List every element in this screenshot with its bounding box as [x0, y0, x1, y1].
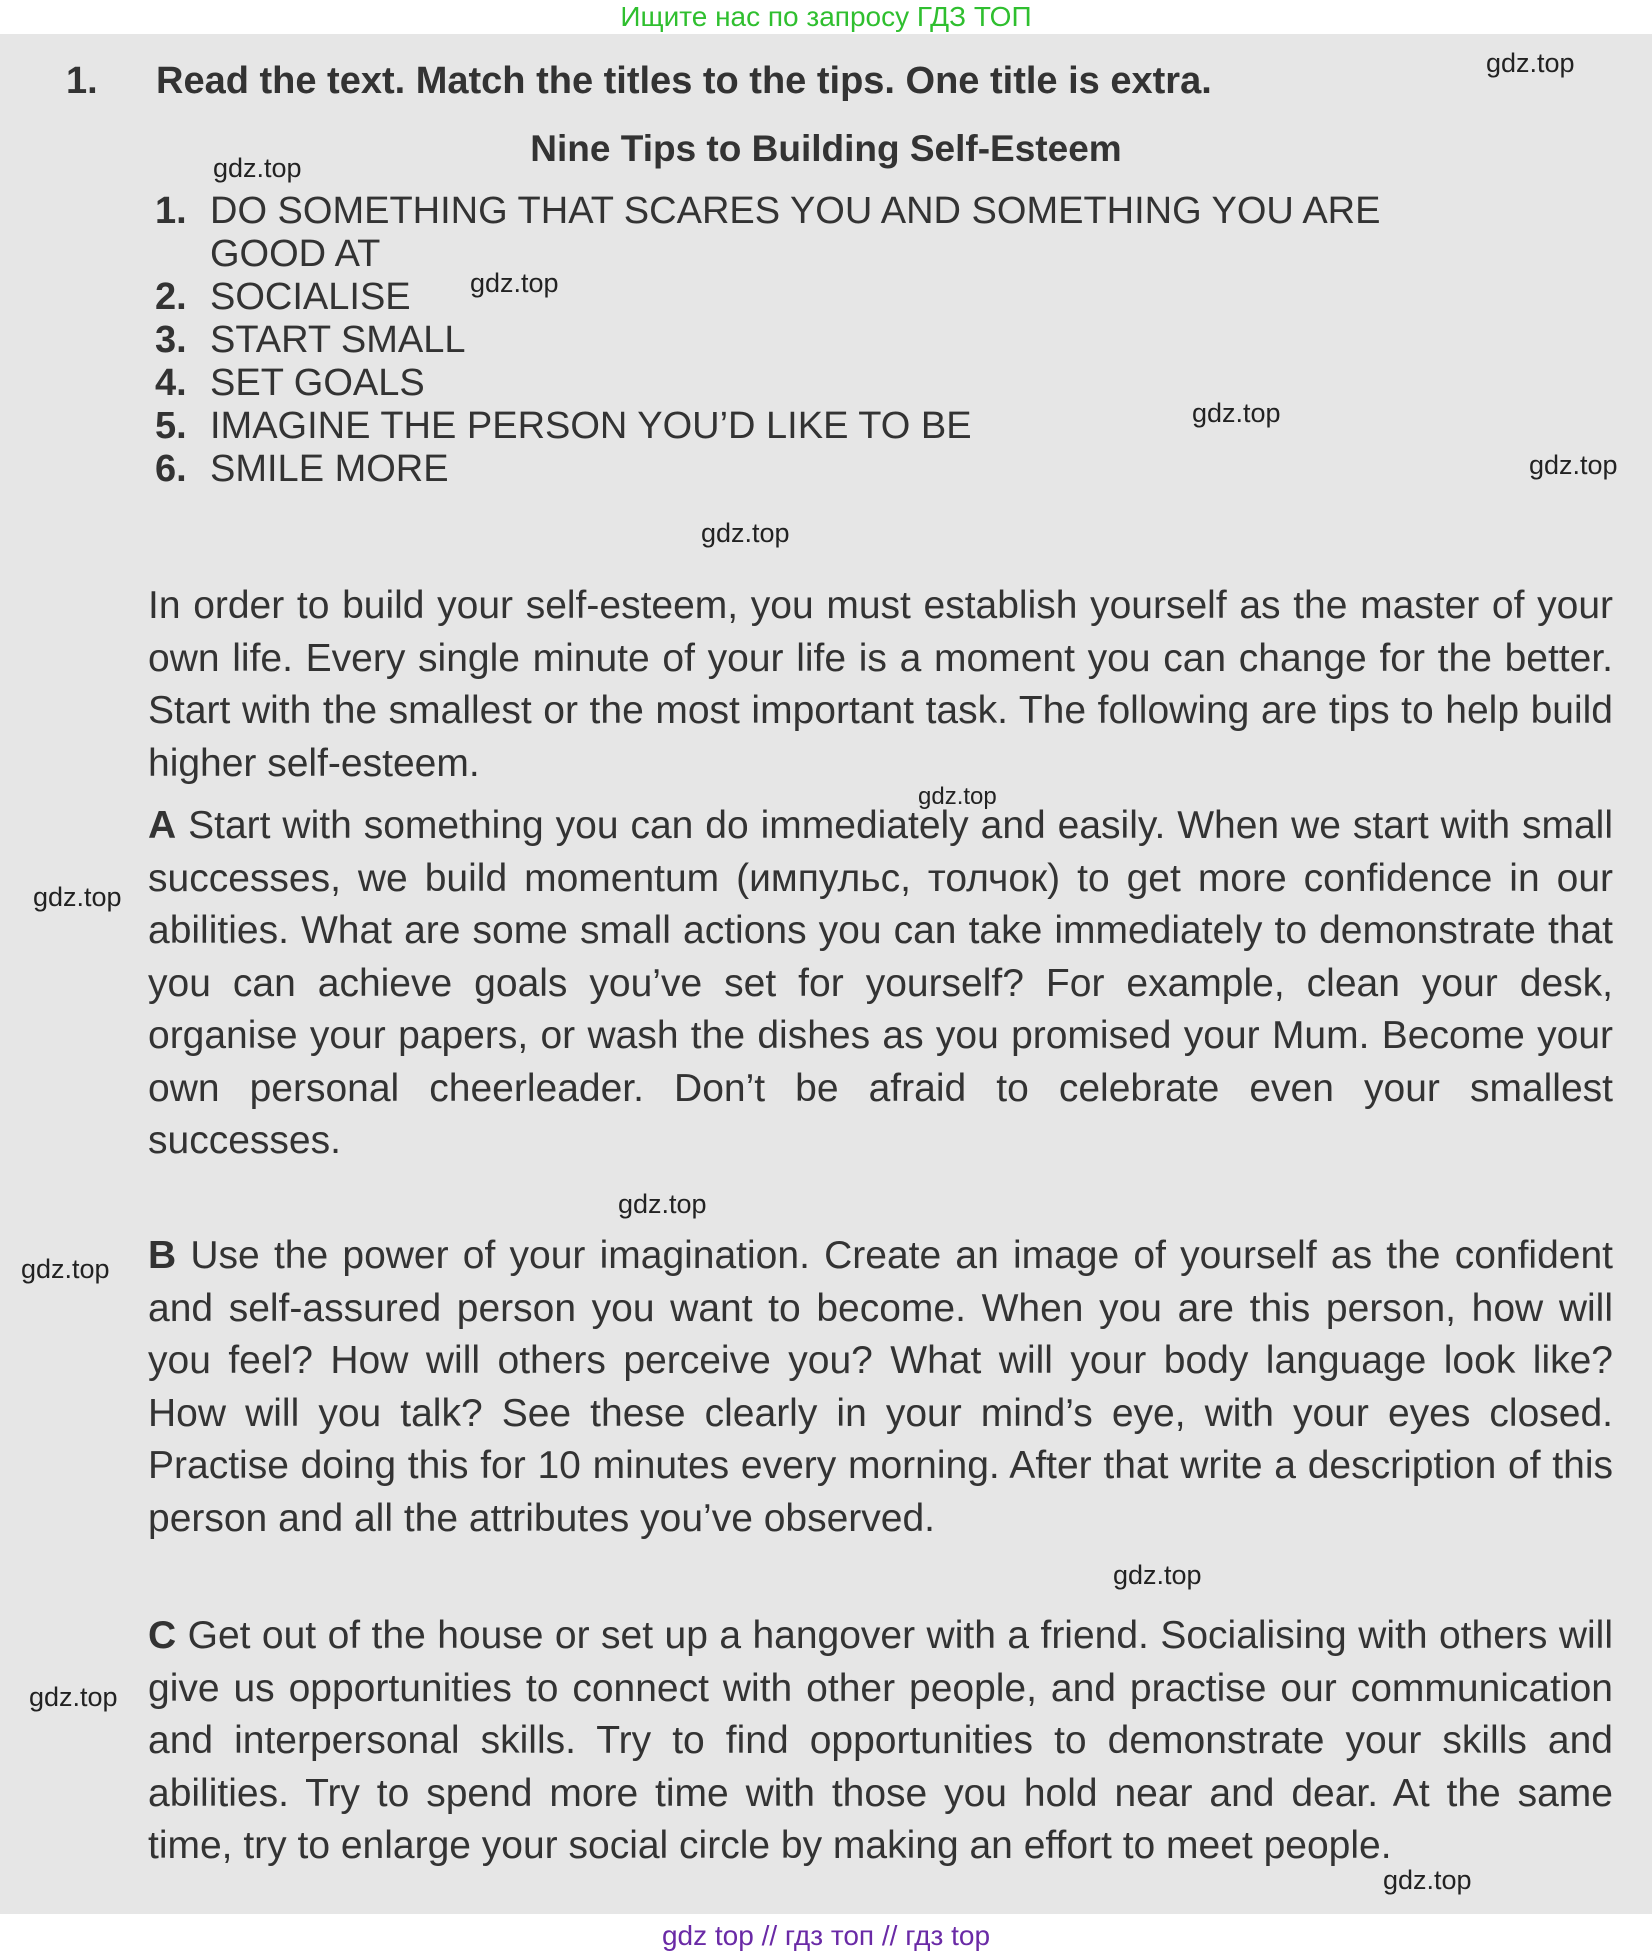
paragraph-text: Start with something you can do immediately and easily. When we start with small successes, we build momentum (импульс, толчок) to get more confidence in our abilities. What are some small actions you can take immediately to demonstrate that you can achieve goals you’ve set for yourself? For example, clean your desk, organise your papers, or wash the dishes as you promised your Mum. Become your own personal cheerleader. Don’t be afraid to celebrate even your smallest successes.: [148, 804, 1613, 1162]
watermark: gdz.top: [1529, 450, 1618, 480]
article-title: Nine Tips to Building Self-Esteem: [530, 128, 1122, 169]
watermark: gdz.top: [33, 882, 122, 912]
watermark: gdz.top: [1192, 398, 1281, 428]
bottom-banner[interactable]: gdz top // гдз топ // гдз top: [0, 1914, 1652, 1957]
paragraph-letter: B: [148, 1234, 177, 1277]
title-text: SET GOALS: [210, 362, 425, 404]
watermark: gdz.top: [1383, 1865, 1472, 1895]
title-item: [155, 448, 1380, 491]
title-item: [155, 319, 1380, 362]
watermark: gdz.top: [29, 1682, 118, 1712]
title-number: 1.: [155, 190, 187, 232]
title-number: 6.: [155, 448, 187, 490]
tip-paragraph-a: [148, 800, 1613, 1168]
tip-paragraph-c: [148, 1610, 1613, 1873]
title-number: 3.: [155, 319, 187, 361]
exercise-instruction: Read the text. Match the titles to the tips. One title is extra.: [156, 60, 1212, 102]
title-text: START SMALL: [210, 319, 466, 361]
exercise-heading: [66, 60, 1212, 103]
watermark: gdz.top: [701, 518, 790, 548]
title-text-continued: GOOD AT: [210, 233, 381, 275]
title-text: SOCIALISE: [210, 276, 411, 318]
paragraph-letter: C: [148, 1614, 177, 1657]
watermark: gdz.top: [1113, 1560, 1202, 1590]
tip-paragraph-b: [148, 1230, 1613, 1545]
exercise-number: 1.: [66, 60, 98, 102]
title-text: IMAGINE THE PERSON YOU’D LIKE TO BE: [210, 405, 972, 447]
title-number: 4.: [155, 362, 187, 404]
watermark: gdz.top: [1486, 48, 1575, 78]
watermark: gdz.top: [470, 268, 559, 298]
title-number: 5.: [155, 405, 187, 447]
top-banner[interactable]: Ищите нас по запросу ГДЗ ТОП: [0, 0, 1652, 34]
title-item: [155, 276, 1380, 319]
paragraph-text: Use the power of your imagination. Create an image of yourself as the confident and self-assured person you want to become. When you are this person, how will you feel? How will others perceive you? What will your body language look like? How will you talk? See these clearly in your mind’s eye, with your eyes closed. Practise doing this for 10 minutes every morning. After that write a description of this person and all the attributes you’ve observed.: [148, 1234, 1613, 1540]
paragraph-text: Get out of the house or set up a hangover with a friend. Socialising with others will give us opportunities to connect with other people, and practise our communication and interpersonal skills. Try to find opportunities to demonstrate your skills and abilities. Try to spend more time with those you hold near and dear. At the same time, try to enlarge your social circle by making an effort to meet people.: [148, 1614, 1613, 1867]
titles-list: [155, 190, 1380, 491]
title-number: 2.: [155, 276, 187, 318]
title-item: [155, 190, 1380, 276]
intro-paragraph: In order to build your self-esteem, you must establish yourself as the master of your own life. Every single minute of your life is a moment you can change for the better. Start with the smallest or the most important task. The following are tips to help build higher self-esteem.: [148, 584, 1613, 785]
watermark: gdz.top: [21, 1254, 110, 1284]
paragraph-letter: A: [148, 804, 177, 847]
watermark: gdz.top: [618, 1189, 707, 1219]
watermark: gdz.top: [213, 153, 302, 183]
watermark: gdz.top: [918, 783, 997, 810]
title-text: SMILE MORE: [210, 448, 449, 490]
title-text: DO SOMETHING THAT SCARES YOU AND SOMETHING YOU ARE: [210, 190, 1381, 232]
